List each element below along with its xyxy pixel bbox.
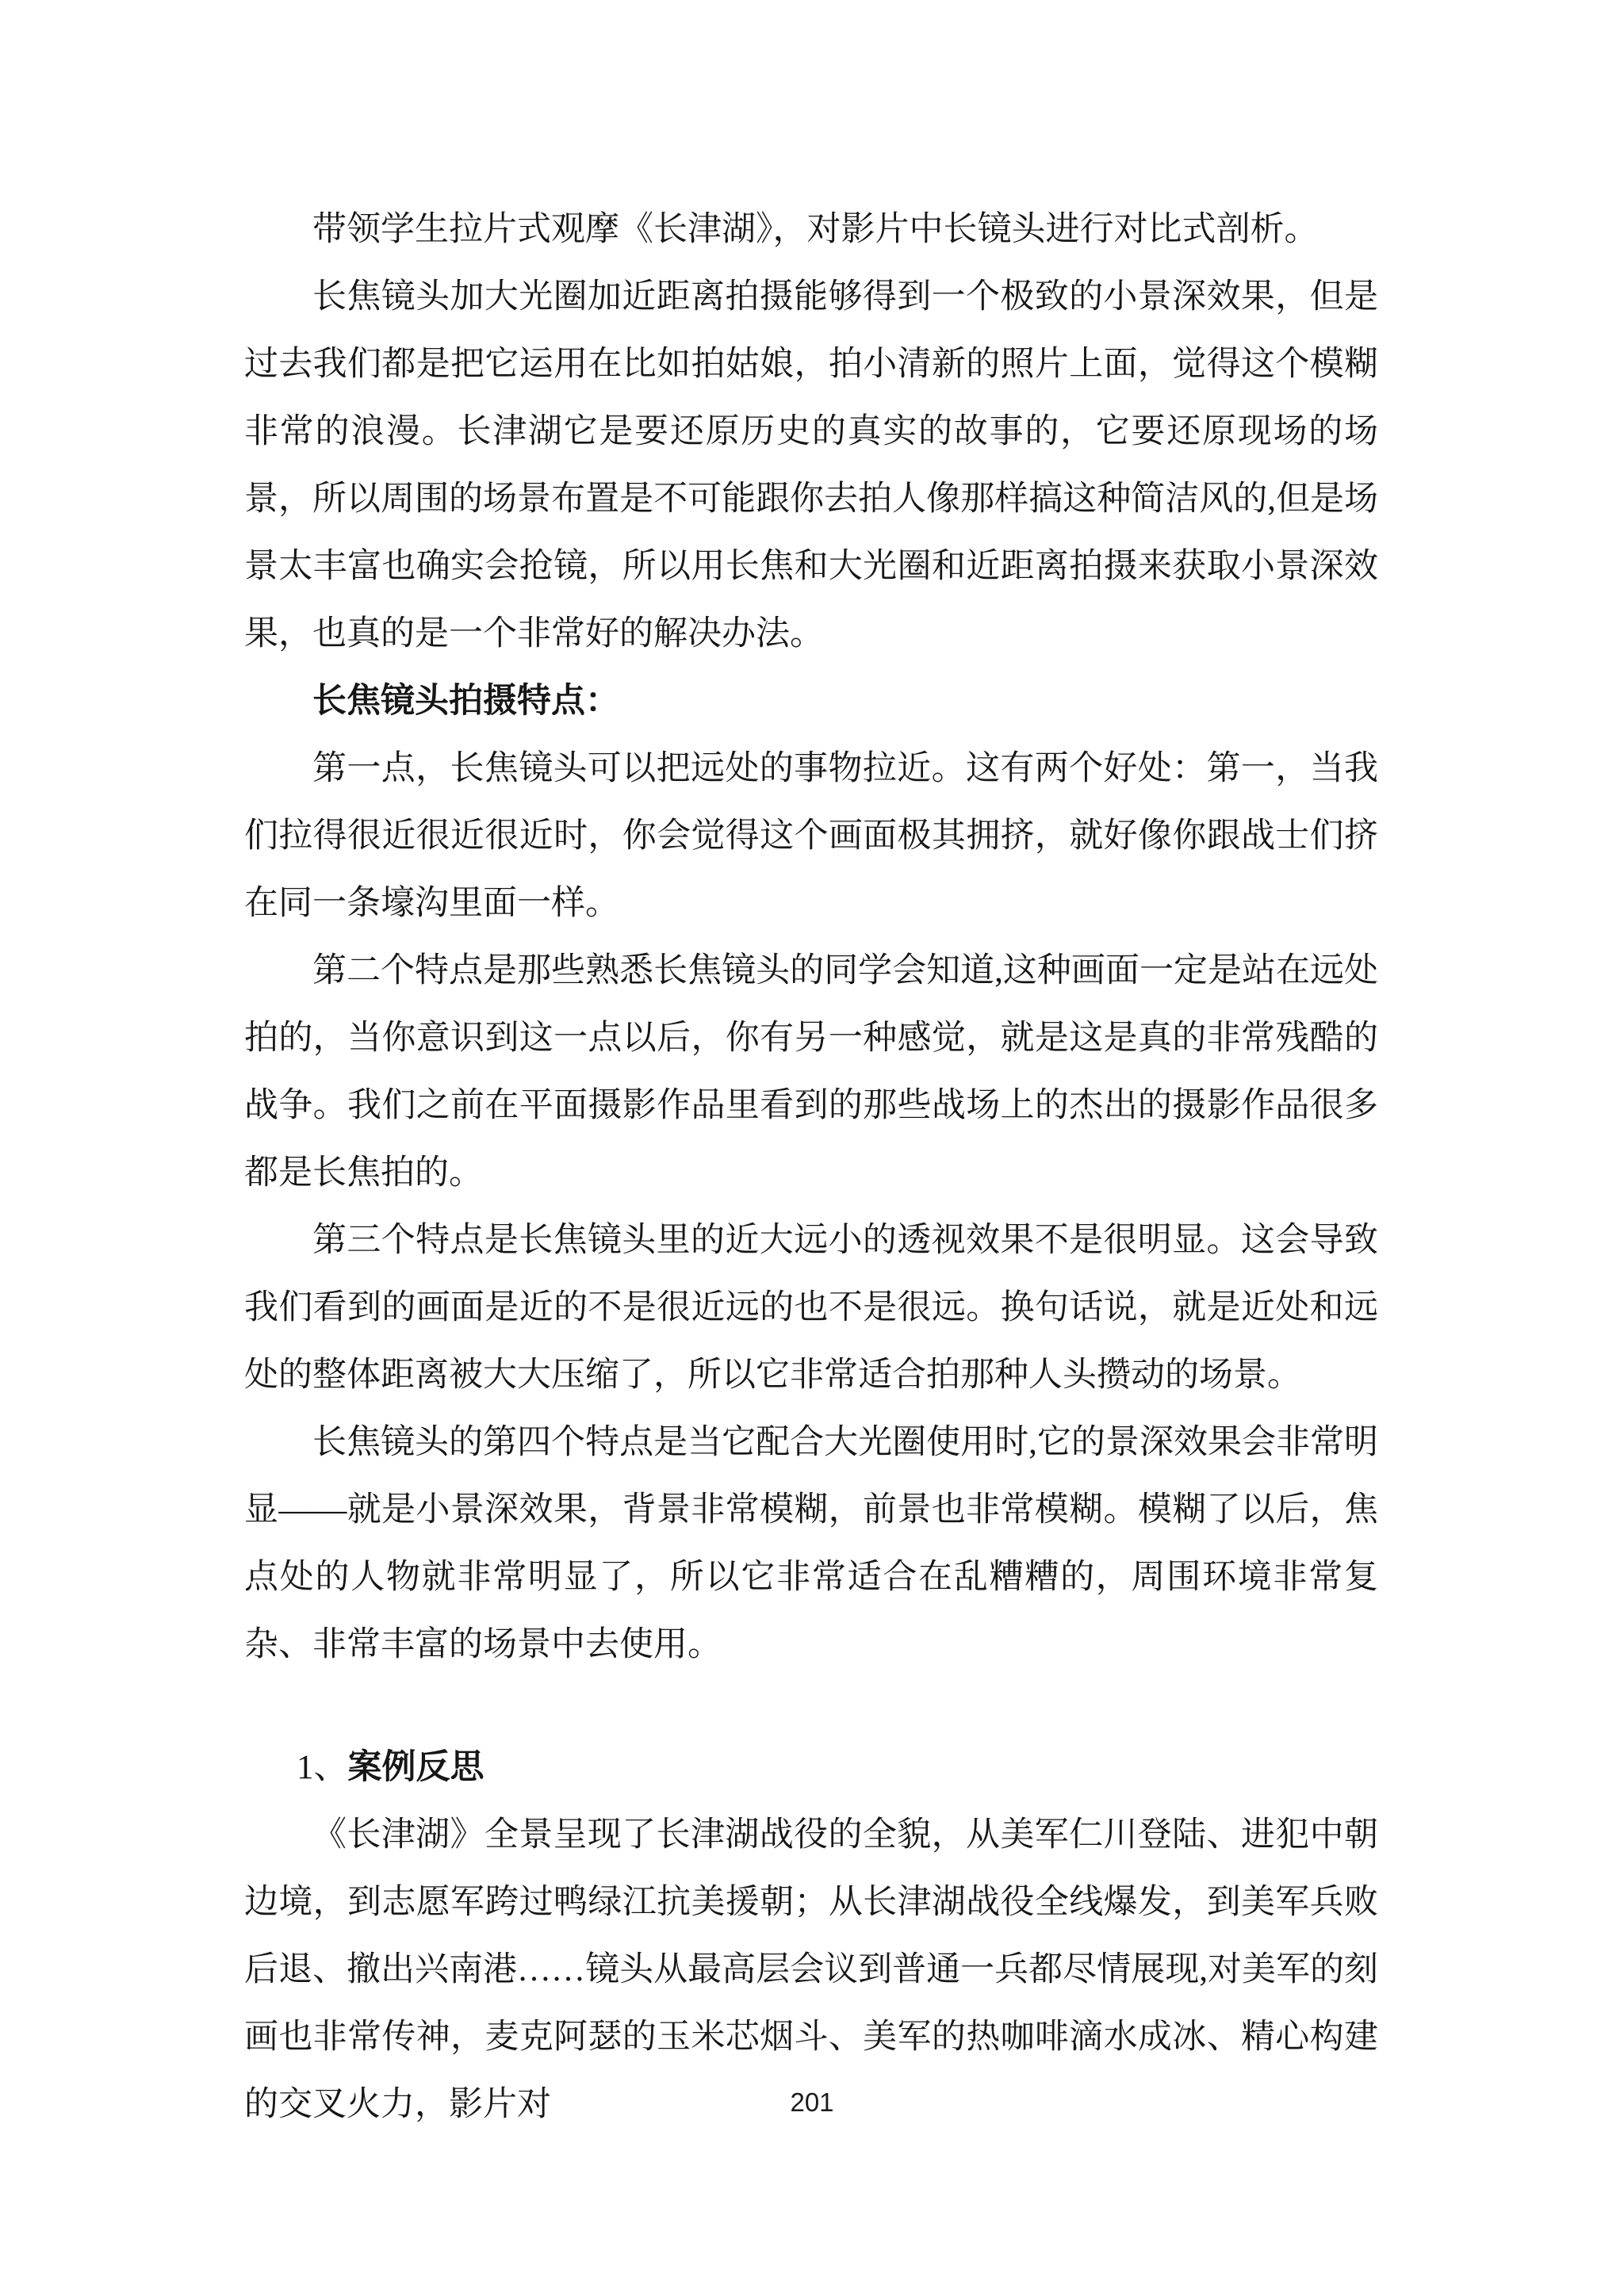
case-reflection-number: 1、 (297, 1749, 348, 1786)
paragraph-telephoto-overview: 长焦镜头加大光圈加近距离拍摄能够得到一个极致的小景深效果，但是过去我们都是把它运用在比如拍姑娘，拍小清新的照片上面，觉得这个模糊非常的浪漫。长津湖它是要还原历史的真实的故事的，它要还原现场的场景，所以周围的场景布置是不可能跟你去拍人像那样搞这种简洁风的,但是场景太丰富也确实会抢镜，所以用长焦和大光圈和近距离拍摄来获取小景深效果，也真的是一个非常好的解决办法。 (244, 278, 1378, 652)
paragraph-feature-1: 第一点，长焦镜头可以把远处的事物拉近。这有两个好处：第一，当我们拉得很近很近很近时，你会觉得这个画面极其拥挤，就好像你跟战士们挤在同一条壕沟里面一样。 (244, 750, 1378, 922)
document-body (244, 196, 1378, 2138)
section-gap (244, 1678, 1378, 1734)
page-number: 201 (790, 2087, 834, 2117)
paragraph-case-reflection: 《长津湖》全景呈现了长津湖战役的全貌，从美军仁川登陆、进犯中朝边境，到志愿军跨过鸭绿江抗美援朝；从长津湖战役全线爆发，到美军兵败后退、撤出兴南港……镜头从最高层会议到普通一兵都尽情展现,对美军的刻画也非常传神，麦克阿瑟的玉米芯烟斗、美军的热咖啡滴水成冰、精心构建的交叉火力，影片对 (244, 1816, 1378, 2123)
section-heading-telephoto-features: 长焦镜头拍摄特点： (312, 683, 619, 720)
paragraph-feature-4: 长焦镜头的第四个特点是当它配合大光圈使用时,它的景深效果会非常明显——就是小景深效果，背景非常模糊，前景也非常模糊。模糊了以后，焦点处的人物就非常明显了，所以它非常适合在乱糟糟的，周围环境非常复杂、非常丰富的场景中去使用。 (244, 1424, 1378, 1663)
section-heading-case-reflection (228, 1734, 1378, 1801)
paragraph-feature-3: 第三个特点是长焦镜头里的近大远小的透视效果不是很明显。这会导致我们看到的画面是近的不是很近远的也不是很远。换句话说，就是近处和远处的整体距离被大大压缩了，所以它非常适合拍那种人头攒动的场景。 (244, 1222, 1378, 1394)
paragraph-intro: 带领学生拉片式观摩《长津湖》，对影片中长镜头进行对比式剖析。 (312, 211, 1319, 248)
paragraph-feature-2: 第二个特点是那些熟悉长焦镜头的同学会知道,这种画面一定是站在远处拍的，当你意识到这一点以后，你有另一种感觉，就是这是真的非常残酷的战争。我们之前在平面摄影作品里看到的那些战场上的杰出的摄影作品很多都是长焦拍的。 (244, 952, 1378, 1192)
case-reflection-label: 案例反思 (347, 1749, 485, 1786)
